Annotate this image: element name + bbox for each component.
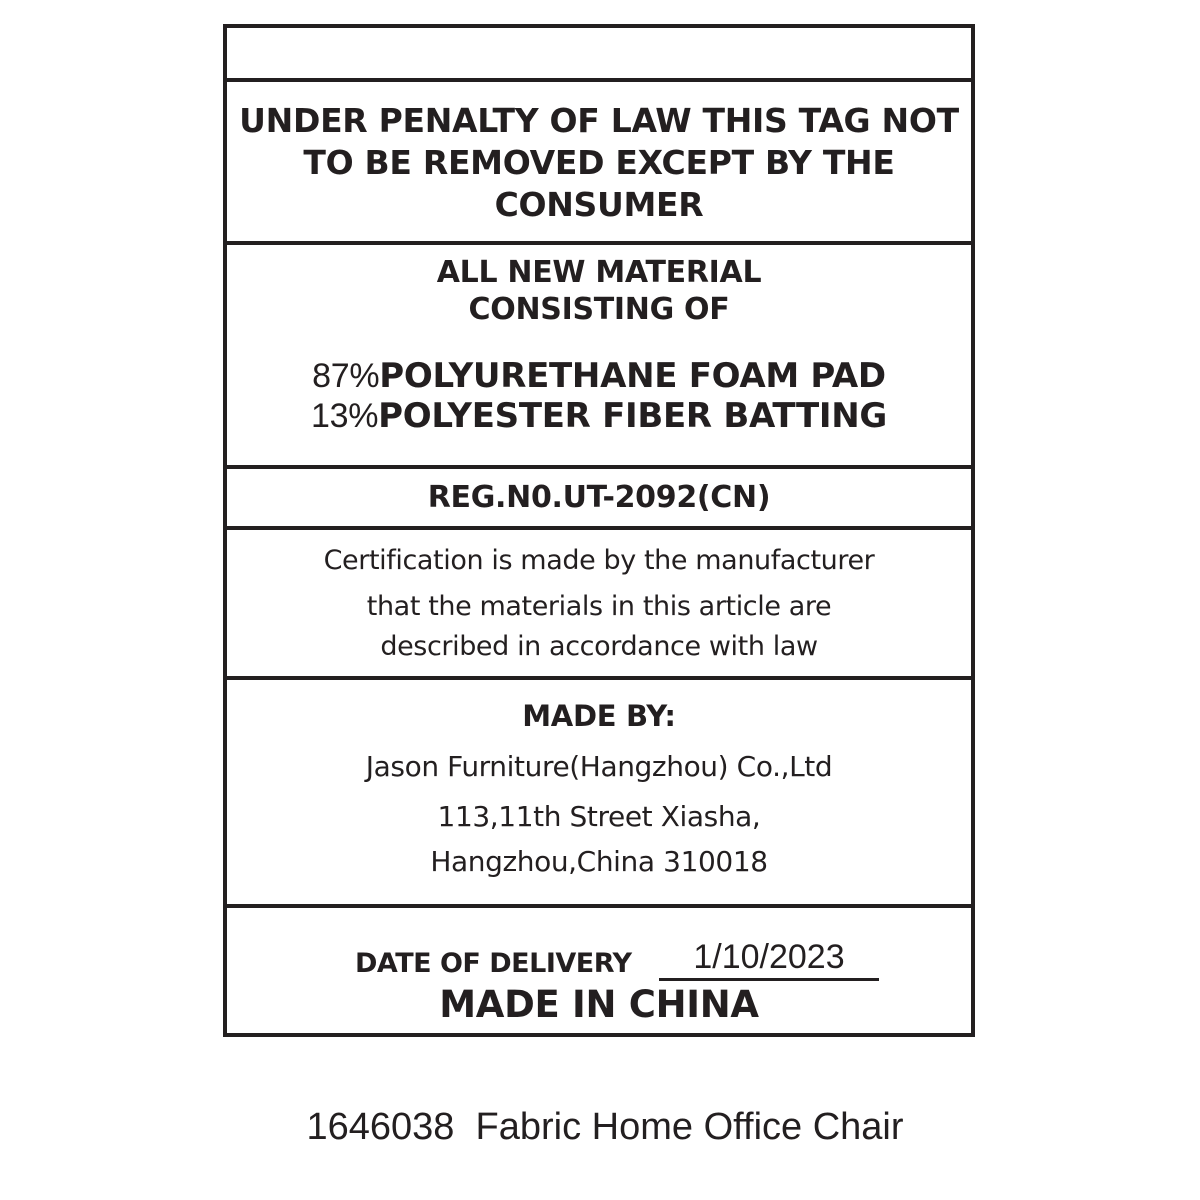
warning-line-2: TO BE REMOVED EXCEPT BY THE (303, 143, 895, 182)
manufacturer-city: Hangzhou,China 310018 (430, 845, 768, 878)
certification-line-1: Certification is made by the manufacturer (323, 545, 875, 576)
delivery-label: DATE OF DELIVERY (355, 948, 632, 979)
warning-line-3: CONSUMER (494, 185, 704, 224)
material-heading-line-2: CONSISTING OF (468, 292, 730, 327)
blank-row (227, 28, 971, 82)
law-tag (223, 24, 975, 1037)
registration-section (227, 469, 971, 530)
manufacturer-section (227, 680, 971, 908)
delivery-underline (659, 978, 879, 981)
delivery-section (227, 908, 971, 1033)
product-caption: 1646038 Fabric Home Office Chair (306, 1106, 904, 1148)
made-by-label: MADE BY: (522, 699, 676, 733)
registration-number: REG.N0.UT-2092(CN) (427, 480, 771, 515)
certification-section (227, 530, 971, 680)
composition-line-1 (227, 356, 971, 396)
composition-percent: 87% (312, 357, 380, 395)
delivery-date: 1/10/2023 (693, 938, 845, 976)
composition-material: POLYURETHANE FOAM PAD (379, 356, 886, 396)
composition-material: POLYESTER FIBER BATTING (378, 396, 888, 436)
warning-section (227, 82, 971, 245)
country-of-origin: MADE IN CHINA (439, 983, 759, 1026)
material-section (227, 245, 971, 469)
composition-percent: 13% (310, 397, 379, 435)
warning-line-1: UNDER PENALTY OF LAW THIS TAG NOT (239, 101, 959, 140)
certification-line-3: described in accordance with law (380, 631, 818, 662)
manufacturer-street: 113,11th Street Xiasha, (437, 800, 761, 833)
composition-line-2 (227, 396, 971, 436)
manufacturer-name: Jason Furniture(Hangzhou) Co.,Ltd (365, 750, 833, 783)
material-heading-line-1: ALL NEW MATERIAL (436, 255, 762, 290)
certification-line-2: that the materials in this article are (366, 591, 832, 622)
